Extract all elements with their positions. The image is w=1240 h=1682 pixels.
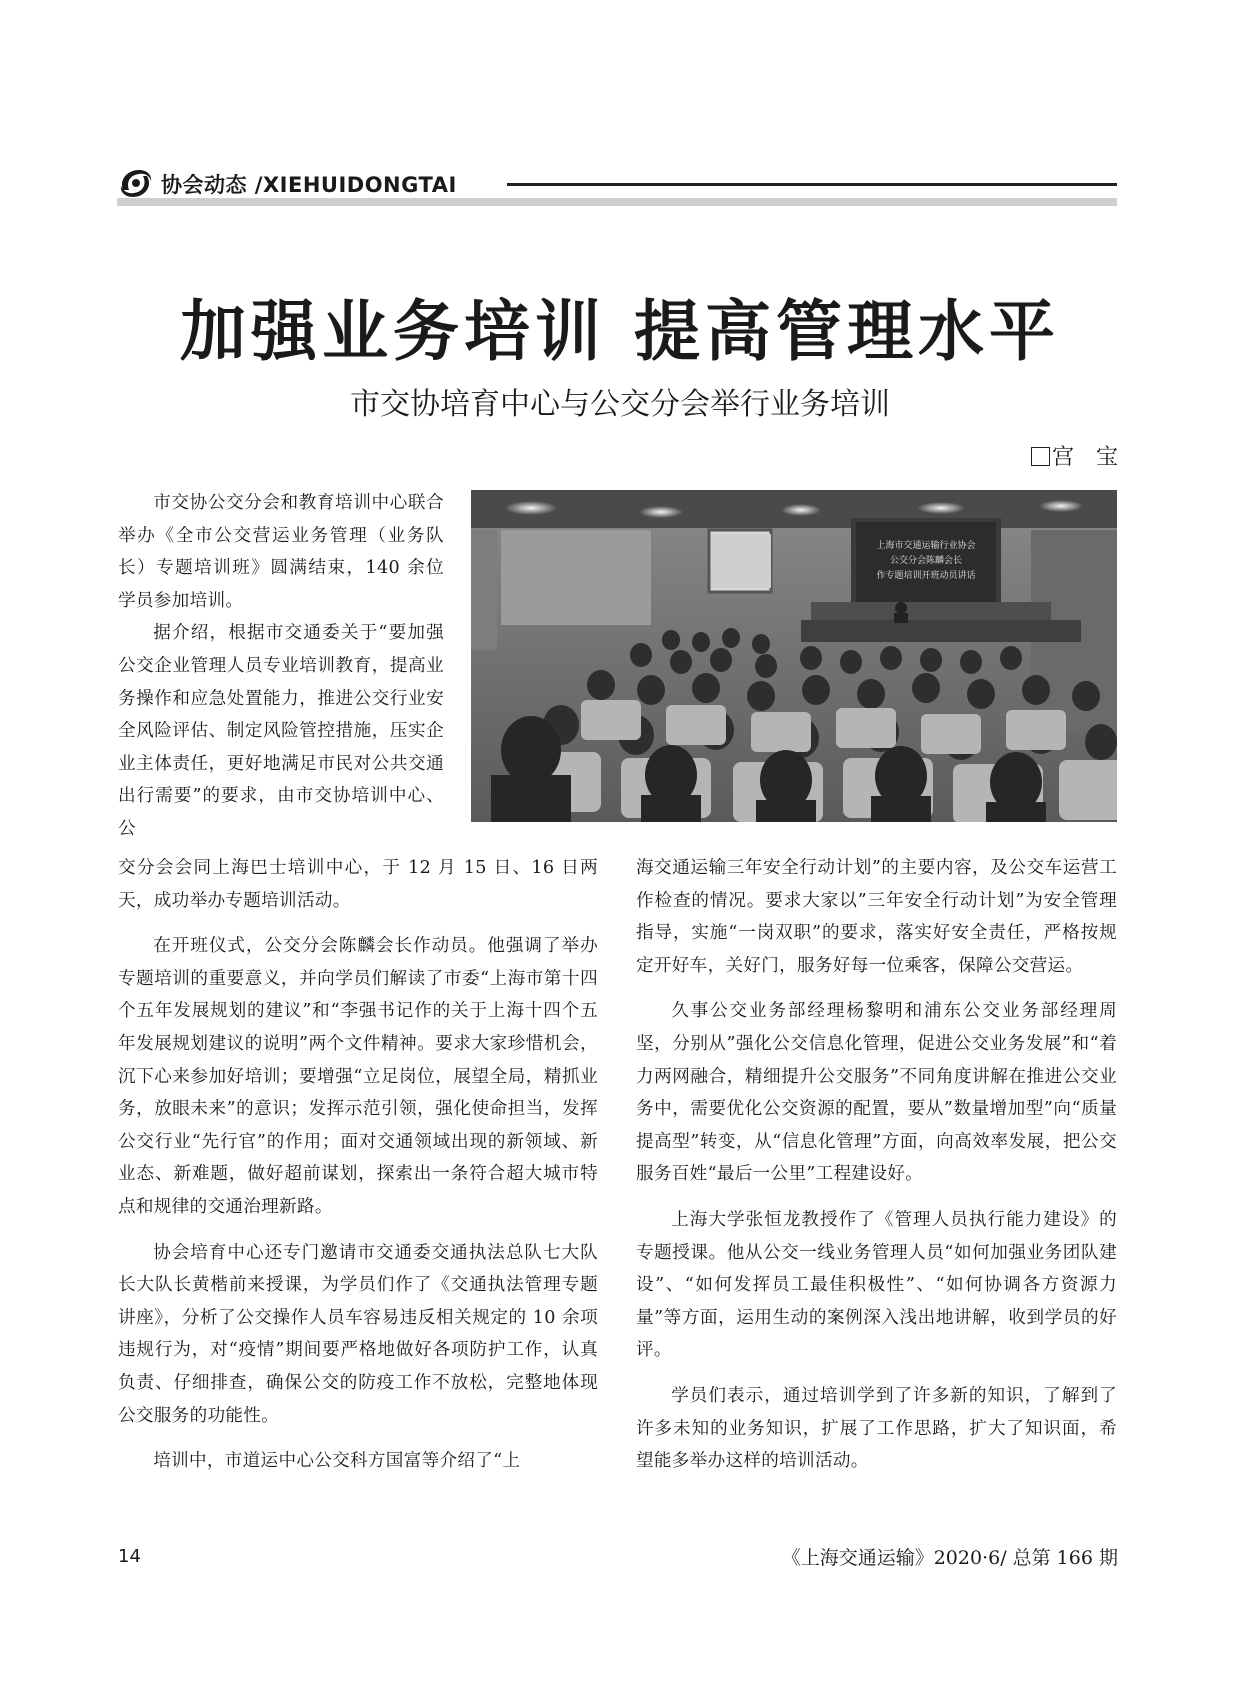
- paragraph: 上海大学张恒龙教授作了《管理人员执行能力建设》的专题授课。他从公交一线业务管理人员“如何加强业务团队建设”、“如何发挥员工最佳积极性”、“如何协调各方资源力量”等方面，运用生动的案例深入浅出地讲解，收到学员的好评。: [636, 1209, 1117, 1361]
- screen-line-1: 上海市交通运输行业协会: [876, 541, 976, 551]
- training-hall-photo: [471, 490, 1117, 822]
- paragraph: 培训中，市道运中心公交科方国富等介绍了“上: [153, 1451, 521, 1472]
- paragraph: 市交协公交分会和教育培训中心联合举办《全市公交营运业务管理（业务队长）专题培训班》圆满结束，140 余位学员参加培训。: [118, 493, 444, 611]
- section-header: [117, 166, 1117, 206]
- paragraph: 久事公交业务部经理杨黎明和浦东公交业务部经理周坚，分别从”强化公交信息化管理，促进公交业务发展”和“着力两网融合，精细提升公交服务”不同角度讲解在推进公交业务中，需要优化公交资源的配置，要从”数量增加型”向“质量提高型”转变，从“信息化管理”方面，向高效率发展，把公交服务百姓“最后一公里”工程建设好。: [636, 1001, 1117, 1185]
- author-box-mark: [1031, 447, 1050, 466]
- body-column-top-left: [118, 487, 444, 846]
- paragraph: 据介绍，根据市交通委关于“要加强公交企业管理人员专业培训教育，提高业务操作和应急处置能力，推进公交行业安全风险评估、制定风险管控措施，压实企业主体责任，更好地满足市民对公共交通出行需要”的要求，由市交协培训中心、公: [118, 623, 444, 839]
- author-line: [1031, 440, 1118, 471]
- screen-line-3: 作专题培训开班动员讲话: [876, 571, 976, 581]
- paragraph: 交分会会同上海巴士培训中心，于 12 月 15 日、16 日两天，成功举办专题培训活动。: [118, 858, 598, 911]
- body-column-right: [636, 852, 1117, 1478]
- paragraph: 协会培育中心还专门邀请市交通委交通执法总队七大队长大队长黄楷前来授课，为学员们作了《交通执法管理专题讲座》，分析了公交操作人员车容易违反相关规定的 10 余项违规行为，对“疫情”期间要严格地做好各项防护工作，认真负责、仔细排查，确保公交的防疫工作不放松，完整地体现公交服务的功能性。: [118, 1242, 598, 1426]
- paragraph: 海交通运输三年安全行动计划”的主要内容，及公交车运营工作检查的情况。要求大家以”三年安全行动计划”为安全管理指导，实施“一岗双职”的要求，落实好安全责任，严格按规定开好车，关好门，服务好每一位乘客，保障公交营运。: [636, 858, 1117, 976]
- issue-info: 《上海交通运输》2020·6/ 总第 166 期: [781, 1547, 1118, 1569]
- section-title: 协会动态 /XIEHUIDONGTAI: [161, 173, 457, 197]
- paragraph: 学员们表示，通过培训学到了许多新的知识，了解到了许多未知的业务知识，扩展了工作思路，扩大了知识面，希望能多举办这样的培训活动。: [636, 1385, 1117, 1472]
- article-subtitle: 市交协培育中心与公交分会举行业务培训: [350, 387, 890, 422]
- article-title: 加强业务培训 提高管理水平: [180, 292, 1060, 370]
- association-swirl-logo: [117, 166, 155, 200]
- page-number: 14: [118, 1546, 141, 1567]
- paragraph: 在开班仪式，公交分会陈麟会长作动员。他强调了举办专题培训的重要意义，并向学员们解读了市委“上海市第十四个五年发展规划的建议”和“李强书记作的关于上海十四个五年发展规划建议的说明”两个文件精神。要求大家珍惜机会，沉下心来参加好培训；要增强“立足岗位，展望全局，精抓业务，放眼未来”的意识；发挥示范引领，强化使命担当，发挥公交行业“先行官”的作用；面对交通领域出现的新领域、新业态、新难题，做好超前谋划，探索出一条符合超大城市特点和规律的交通治理新路。: [118, 936, 598, 1217]
- header-rule: [507, 183, 1117, 186]
- header-band: [117, 198, 1117, 206]
- screen-line-2: 公交分会陈麟会长: [889, 556, 963, 566]
- body-column-left: [118, 852, 598, 1478]
- article-photo: [471, 490, 1117, 822]
- author-name: 宫 宝: [1051, 445, 1118, 470]
